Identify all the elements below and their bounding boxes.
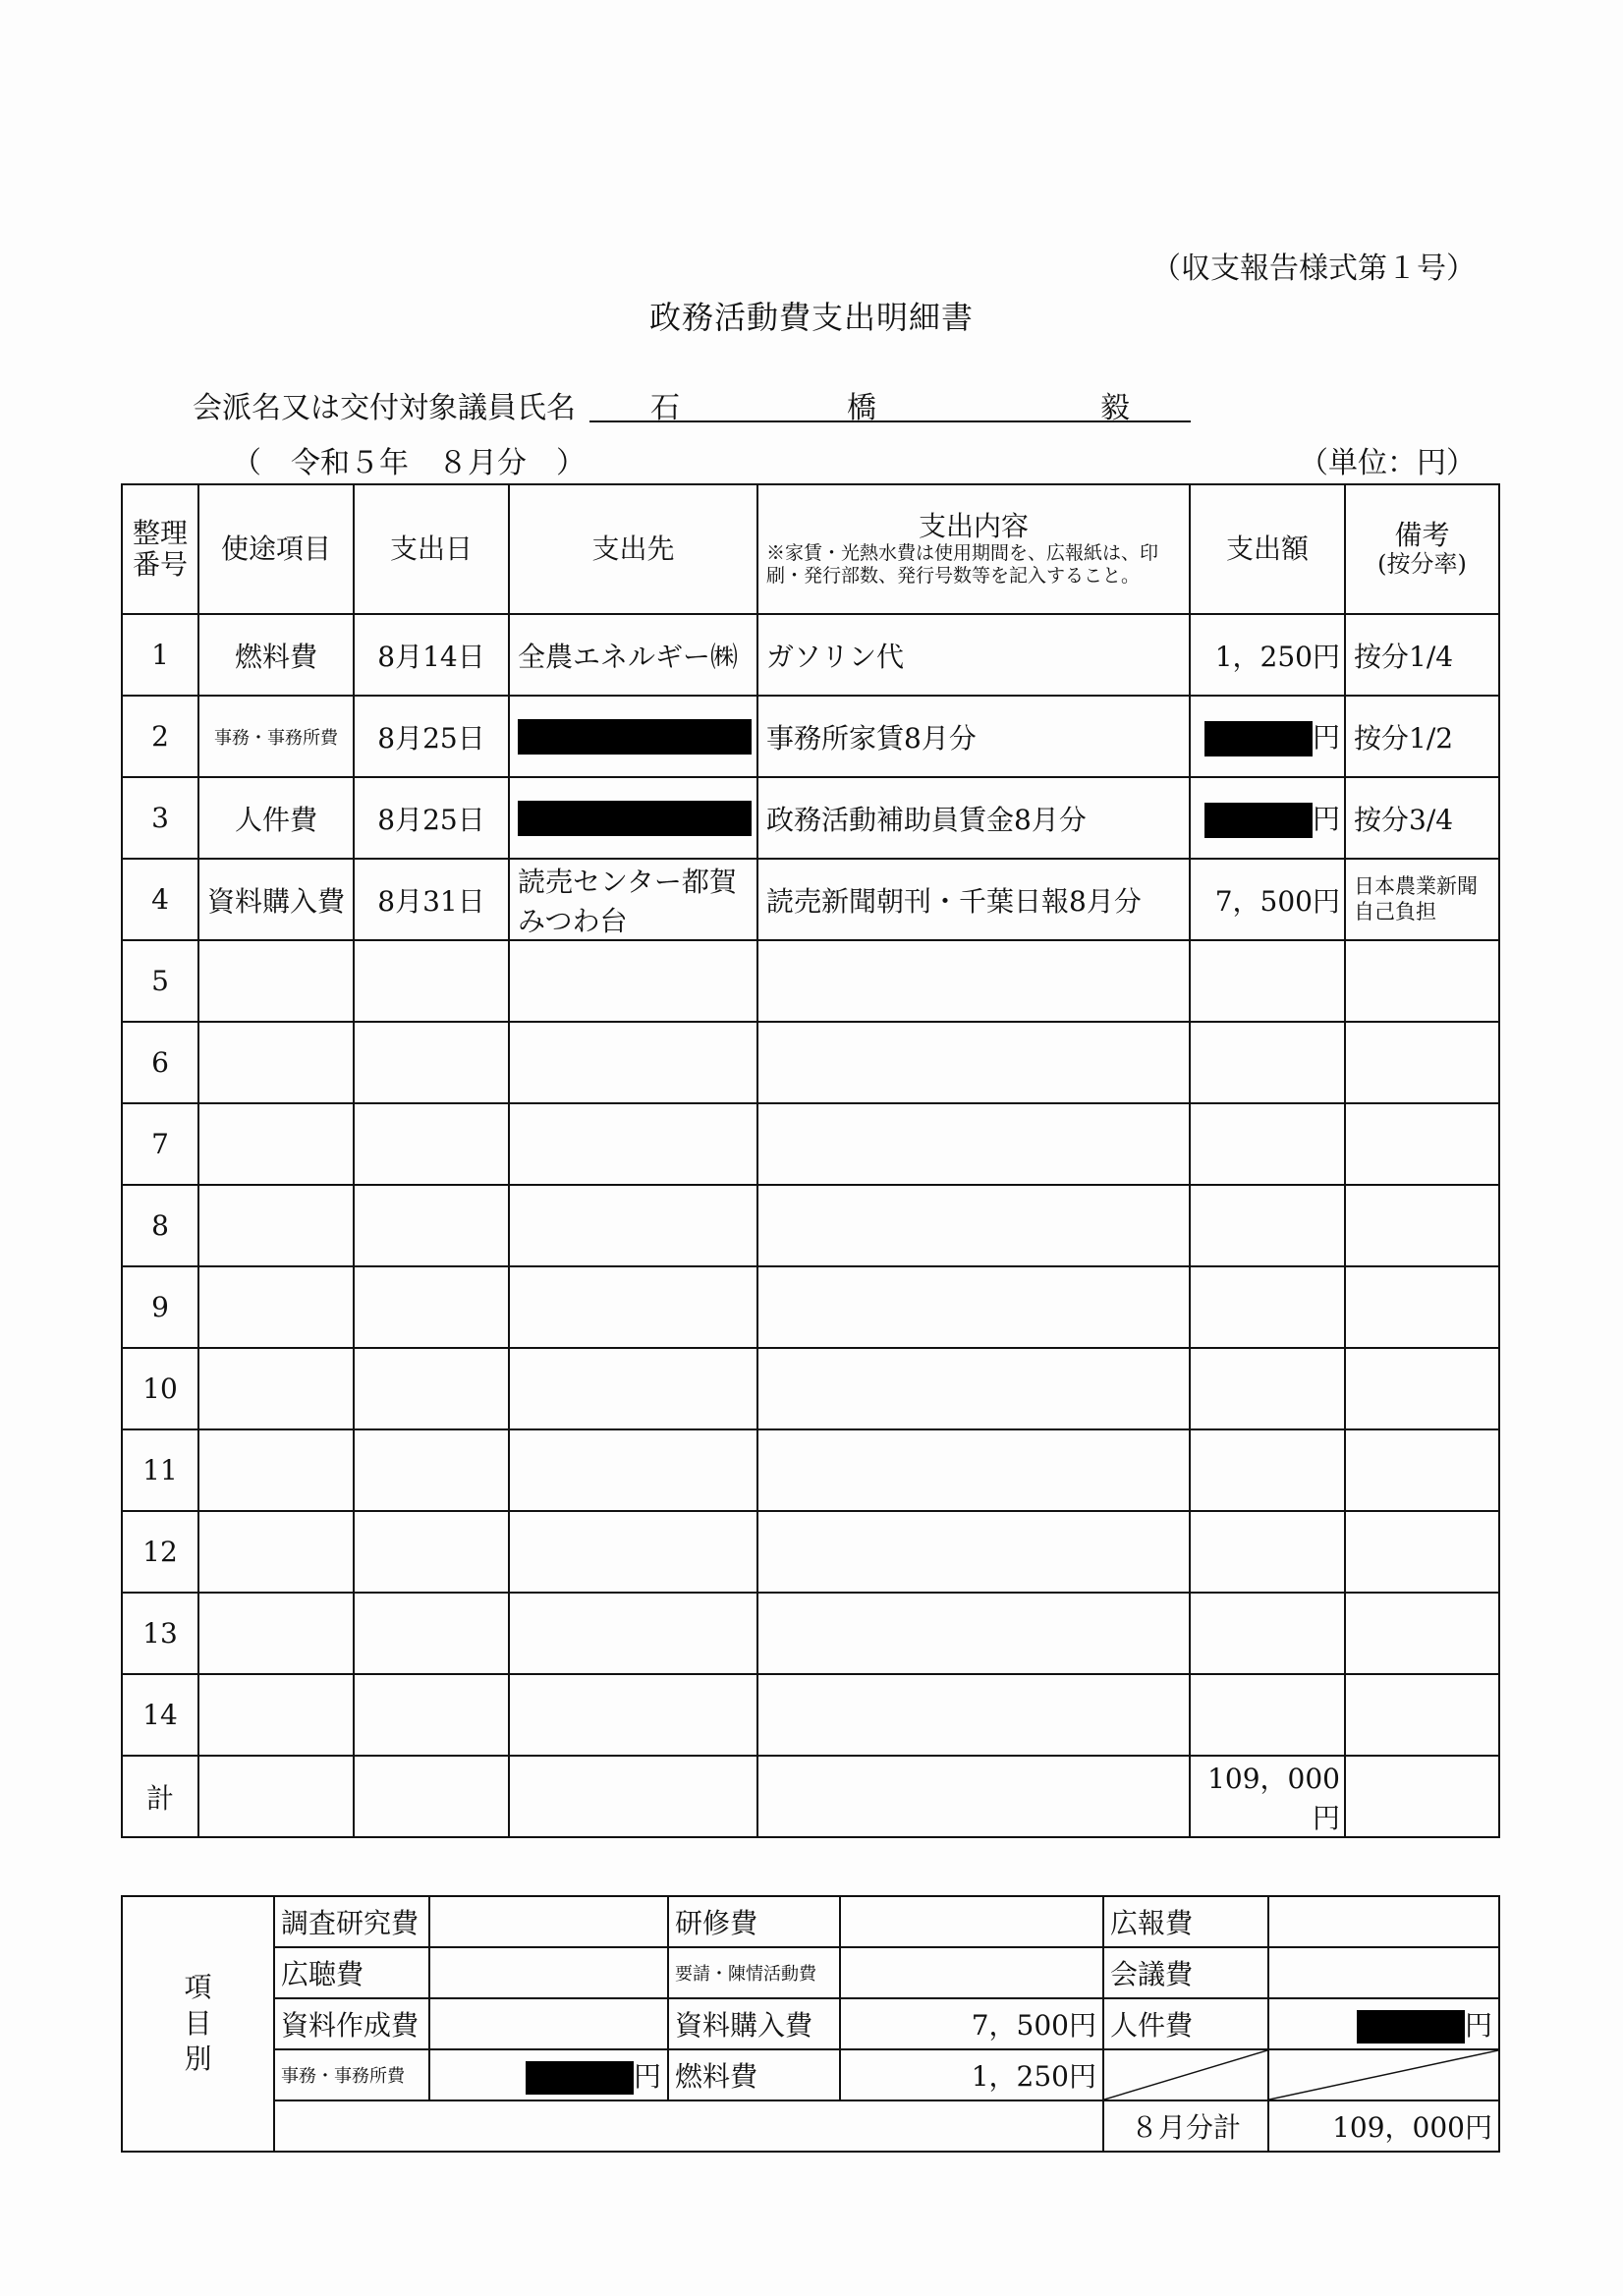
member-name-char: 毅 bbox=[1100, 391, 1130, 425]
table-row bbox=[122, 1266, 1499, 1348]
row-payee bbox=[509, 696, 757, 777]
row-amount bbox=[1190, 1511, 1345, 1593]
redaction-block bbox=[1357, 2010, 1465, 2044]
research-label: 調査研究費 bbox=[274, 1896, 429, 1947]
row-category bbox=[198, 1429, 354, 1511]
table-row bbox=[122, 1185, 1499, 1266]
row-category bbox=[198, 1348, 354, 1429]
total-amount: 109，000円 bbox=[1190, 1756, 1345, 1837]
total-label: 計 bbox=[122, 1756, 198, 1837]
report-period: （ 令和５年 ８月分 ） bbox=[232, 446, 586, 480]
row-number: 13 bbox=[122, 1593, 198, 1674]
row-content bbox=[757, 1511, 1190, 1593]
row-amount: 円 bbox=[1190, 696, 1345, 777]
row-payee bbox=[509, 1511, 757, 1593]
materials-create-value bbox=[429, 1998, 668, 2049]
row-content bbox=[757, 1429, 1190, 1511]
row-content bbox=[757, 1266, 1190, 1348]
row-category: 燃料費 bbox=[198, 614, 354, 696]
materials-create-label: 資料作成費 bbox=[274, 1998, 429, 2049]
diagonal-line bbox=[1104, 2050, 1267, 2100]
row-amount bbox=[1190, 1674, 1345, 1756]
table-row bbox=[122, 1429, 1499, 1511]
table-header-row bbox=[122, 484, 1499, 614]
table-row bbox=[122, 1022, 1499, 1103]
redaction-block bbox=[1204, 803, 1313, 838]
row-amount: 7，500円 bbox=[1190, 859, 1345, 940]
row-payee bbox=[509, 1266, 757, 1348]
row-date bbox=[354, 1022, 509, 1103]
row-date bbox=[354, 940, 509, 1022]
header-date: 支出日 bbox=[354, 484, 509, 614]
row-date bbox=[354, 1429, 509, 1511]
fuel-value: 1，250円 bbox=[840, 2049, 1103, 2100]
table-row bbox=[122, 1674, 1499, 1756]
redaction-block bbox=[1204, 721, 1313, 756]
fuel-label: 燃料費 bbox=[668, 2049, 840, 2100]
row-remarks bbox=[1345, 1593, 1499, 1674]
row-amount bbox=[1190, 1593, 1345, 1674]
hearing-label: 広聴費 bbox=[274, 1947, 429, 1998]
office-label: 事務・事務所費 bbox=[274, 2049, 429, 2100]
header-amount: 支出額 bbox=[1190, 484, 1345, 614]
row-remarks: 按分1/4 bbox=[1345, 614, 1499, 696]
row-number: 3 bbox=[122, 777, 198, 859]
row-payee bbox=[509, 777, 757, 859]
row-number: 1 bbox=[122, 614, 198, 696]
row-remarks bbox=[1345, 1429, 1499, 1511]
row-date bbox=[354, 1511, 509, 1593]
category-summary-table bbox=[121, 1895, 1500, 2153]
hearing-value bbox=[429, 1947, 668, 1998]
row-content bbox=[757, 1593, 1190, 1674]
row-category bbox=[198, 1511, 354, 1593]
row-amount bbox=[1190, 1103, 1345, 1185]
row-payee bbox=[509, 1593, 757, 1674]
meeting-value bbox=[1268, 1947, 1499, 1998]
row-amount bbox=[1190, 1185, 1345, 1266]
diagonal-line bbox=[1269, 2050, 1498, 2100]
row-payee bbox=[509, 1022, 757, 1103]
row-amount bbox=[1190, 940, 1345, 1022]
table-row bbox=[122, 614, 1499, 696]
row-content: 読売新聞朝刊・千葉日報8月分 bbox=[757, 859, 1190, 940]
row-remarks bbox=[1345, 1022, 1499, 1103]
row-content: 政務活動補助員賃金8月分 bbox=[757, 777, 1190, 859]
row-remarks bbox=[1345, 940, 1499, 1022]
header-number: 整理番号 bbox=[122, 484, 198, 614]
row-remarks: 按分1/2 bbox=[1345, 696, 1499, 777]
row-date: 8月14日 bbox=[354, 614, 509, 696]
member-name-char: 橋 bbox=[847, 391, 876, 425]
row-number: 10 bbox=[122, 1348, 198, 1429]
row-content bbox=[757, 1103, 1190, 1185]
member-name bbox=[589, 383, 1191, 425]
table-row bbox=[122, 777, 1499, 859]
materials-buy-value: 7，500円 bbox=[840, 1998, 1103, 2049]
row-remarks bbox=[1345, 1674, 1499, 1756]
row-date bbox=[354, 1348, 509, 1429]
materials-buy-label: 資料購入費 bbox=[668, 1998, 840, 2049]
row-category bbox=[198, 1185, 354, 1266]
header-content-title: 支出内容 bbox=[918, 510, 1029, 543]
row-category: 資料購入費 bbox=[198, 859, 354, 940]
header-remarks-sub: (按分率) bbox=[1377, 550, 1467, 579]
header-content bbox=[757, 484, 1190, 614]
row-payee bbox=[509, 1429, 757, 1511]
row-number: 7 bbox=[122, 1103, 198, 1185]
summary-side-label: 項 目 別 bbox=[122, 1896, 274, 2152]
row-remarks bbox=[1345, 1266, 1499, 1348]
row-payee bbox=[509, 1674, 757, 1756]
research-value bbox=[429, 1896, 668, 1947]
row-number: 9 bbox=[122, 1266, 198, 1348]
personnel-label: 人件費 bbox=[1103, 1998, 1268, 2049]
table-row bbox=[122, 1348, 1499, 1429]
row-remarks bbox=[1345, 1348, 1499, 1429]
office-value: 円 bbox=[429, 2049, 668, 2100]
petition-label: 要請・陳情活動費 bbox=[668, 1947, 840, 1998]
row-category bbox=[198, 940, 354, 1022]
row-date: 8月25日 bbox=[354, 696, 509, 777]
row-date bbox=[354, 1593, 509, 1674]
row-amount bbox=[1190, 1022, 1345, 1103]
header-remarks-title: 備考 bbox=[1394, 519, 1450, 552]
row-date bbox=[354, 1185, 509, 1266]
row-payee bbox=[509, 1185, 757, 1266]
row-number: 8 bbox=[122, 1185, 198, 1266]
header-remarks bbox=[1345, 484, 1499, 614]
row-amount bbox=[1190, 1429, 1345, 1511]
header-payee: 支出先 bbox=[509, 484, 757, 614]
total-row bbox=[122, 1756, 1499, 1837]
table-row bbox=[122, 1511, 1499, 1593]
row-remarks bbox=[1345, 1103, 1499, 1185]
row-content bbox=[757, 940, 1190, 1022]
row-category bbox=[198, 1593, 354, 1674]
member-name-label: 会派名又は交付対象議員氏名 bbox=[193, 391, 576, 425]
row-number: 4 bbox=[122, 859, 198, 940]
pr-value bbox=[1268, 1896, 1499, 1947]
row-number: 11 bbox=[122, 1429, 198, 1511]
personnel-value: 円 bbox=[1268, 1998, 1499, 2049]
row-number: 6 bbox=[122, 1022, 198, 1103]
month-total-value: 109，000円 bbox=[1268, 2100, 1499, 2152]
row-amount: 円 bbox=[1190, 777, 1345, 859]
table-row bbox=[122, 940, 1499, 1022]
page-title: 政務活動費支出明細書 bbox=[648, 299, 974, 336]
form-number: （収支報告様式第１号） bbox=[1151, 252, 1476, 286]
table-row bbox=[122, 1593, 1499, 1674]
row-amount bbox=[1190, 1348, 1345, 1429]
row-content: 事務所家賃8月分 bbox=[757, 696, 1190, 777]
row-number: 5 bbox=[122, 940, 198, 1022]
petition-value bbox=[840, 1947, 1103, 1998]
redaction-block bbox=[518, 719, 752, 755]
row-date bbox=[354, 1266, 509, 1348]
row-date bbox=[354, 1103, 509, 1185]
row-category bbox=[198, 1103, 354, 1185]
month-total-label: ８月分計 bbox=[1103, 2100, 1268, 2152]
row-content bbox=[757, 1348, 1190, 1429]
empty-crossed-cell bbox=[1268, 2049, 1499, 2100]
row-number: 14 bbox=[122, 1674, 198, 1756]
row-remarks bbox=[1345, 1511, 1499, 1593]
redaction-block bbox=[518, 801, 752, 836]
empty-crossed-cell bbox=[1103, 2049, 1268, 2100]
row-category: 事務・事務所費 bbox=[198, 696, 354, 777]
row-category bbox=[198, 1266, 354, 1348]
row-remarks bbox=[1345, 1185, 1499, 1266]
header-content-note: ※家賃・光熱水費は使用期間を、広報紙は、印刷・発行部数、発行号数等を記入すること。 bbox=[766, 542, 1159, 588]
row-payee bbox=[509, 1103, 757, 1185]
row-amount: 1，250円 bbox=[1190, 614, 1345, 696]
unit-label: （単位：円） bbox=[1299, 446, 1476, 480]
row-payee bbox=[509, 1348, 757, 1429]
row-payee bbox=[509, 940, 757, 1022]
row-date: 8月25日 bbox=[354, 777, 509, 859]
header-category: 使途項目 bbox=[198, 484, 354, 614]
row-number: 2 bbox=[122, 696, 198, 777]
training-label: 研修費 bbox=[668, 1896, 840, 1947]
table-row bbox=[122, 859, 1499, 940]
row-date bbox=[354, 1674, 509, 1756]
row-payee: 読売センター都賀みつわ台 bbox=[509, 859, 757, 940]
row-payee: 全農エネルギー㈱ bbox=[509, 614, 757, 696]
row-amount bbox=[1190, 1266, 1345, 1348]
row-content bbox=[757, 1185, 1190, 1266]
meeting-label: 会議費 bbox=[1103, 1947, 1268, 1998]
row-category bbox=[198, 1022, 354, 1103]
row-content bbox=[757, 1674, 1190, 1756]
row-number: 12 bbox=[122, 1511, 198, 1593]
row-remarks: 日本農業新聞自己負担 bbox=[1345, 859, 1499, 940]
table-row bbox=[122, 696, 1499, 777]
table-row bbox=[122, 1103, 1499, 1185]
member-name-char: 石 bbox=[650, 391, 680, 425]
redaction-block bbox=[526, 2061, 634, 2095]
row-content bbox=[757, 1022, 1190, 1103]
expense-table bbox=[121, 483, 1500, 1838]
row-date: 8月31日 bbox=[354, 859, 509, 940]
row-remarks: 按分3/4 bbox=[1345, 777, 1499, 859]
training-value bbox=[840, 1896, 1103, 1947]
row-category bbox=[198, 1674, 354, 1756]
pr-label: 広報費 bbox=[1103, 1896, 1268, 1947]
row-content: ガソリン代 bbox=[757, 614, 1190, 696]
row-category: 人件費 bbox=[198, 777, 354, 859]
name-underline bbox=[589, 420, 1191, 422]
